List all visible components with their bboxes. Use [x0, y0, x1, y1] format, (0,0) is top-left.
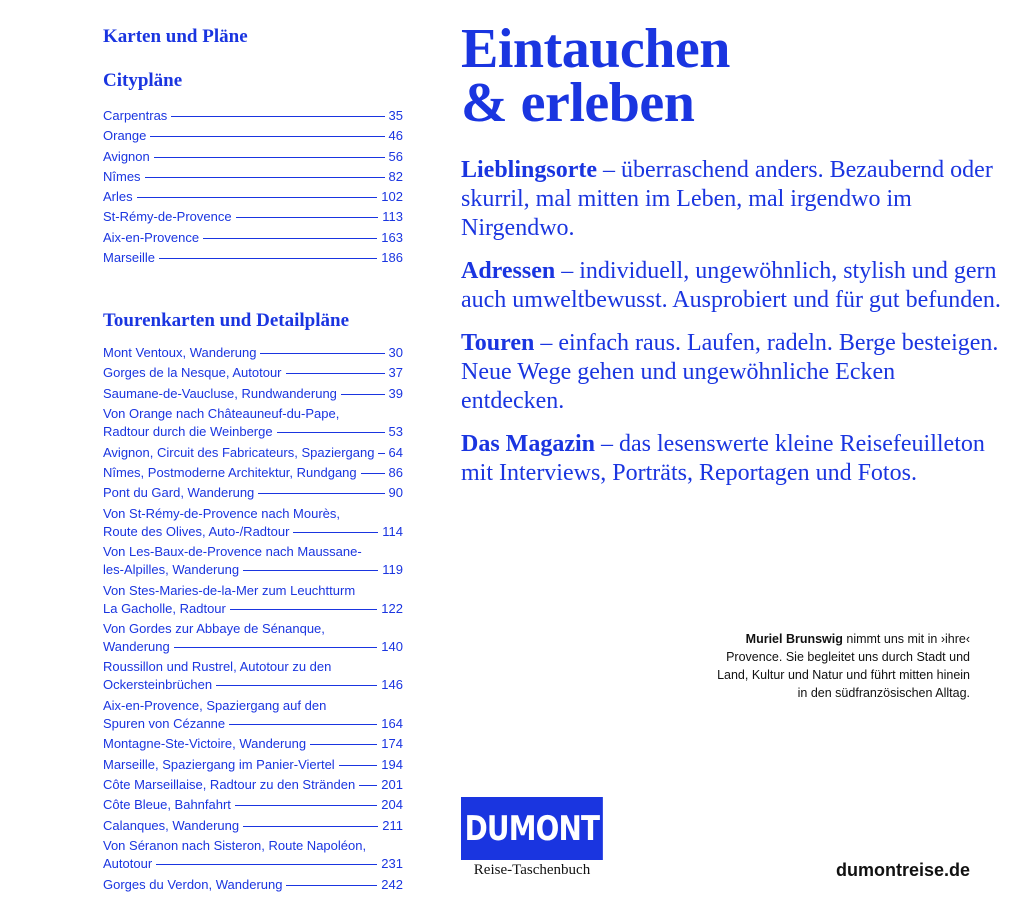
tour-toc-entry — [103, 756, 403, 774]
toc-entry-name: Ockersteinbrüchen — [103, 677, 213, 693]
tour-toc-row — [103, 715, 403, 733]
city-toc-row — [103, 127, 403, 145]
tour-toc-entry — [103, 620, 403, 656]
toc-entry-page: 242 — [381, 876, 403, 892]
leader-line — [230, 609, 377, 610]
toc-entry-line-1: Von Stes-Maries-de-la-Mer zum Leuchtturm — [103, 582, 356, 598]
tour-toc-row — [103, 855, 403, 873]
toc-entry-name: Autotour — [103, 856, 153, 872]
city-toc-row — [103, 229, 403, 247]
tour-toc-row — [103, 735, 403, 753]
toc-entry-name: Marseille — [103, 250, 156, 266]
city-toc-row — [103, 107, 403, 125]
intro-column — [461, 18, 1001, 502]
feature-paragraph — [461, 156, 1001, 243]
tour-toc-entry — [103, 837, 403, 873]
headline-line-1: Eintauchen — [461, 18, 730, 80]
leader-line — [174, 647, 378, 648]
city-toc-row — [103, 249, 403, 267]
tour-toc-row — [103, 796, 403, 814]
toc-entry-name: Radtour durch die Weinberge — [103, 424, 273, 440]
tour-toc-row — [103, 676, 403, 694]
leader-line — [154, 157, 385, 158]
feature-label: Touren — [461, 330, 535, 356]
toc-entry-page: 86 — [388, 465, 403, 481]
toc-entry-page: 35 — [388, 108, 403, 123]
leader-line — [243, 570, 378, 571]
tour-toc-entry — [103, 484, 403, 502]
toc-title: Karten und Pläne — [103, 26, 248, 47]
tour-toc-row — [103, 364, 403, 382]
leader-line — [137, 197, 378, 198]
toc-entry-page: 90 — [388, 485, 403, 501]
tour-toc-entry — [103, 697, 403, 733]
toc-entry-name: Mont Ventoux, Wanderung — [103, 345, 257, 361]
toc-entry-page: 30 — [388, 345, 403, 361]
tour-toc-row — [103, 484, 403, 502]
website-url[interactable]: dumontreise.de — [835, 860, 970, 880]
tour-toc-entry — [103, 364, 403, 382]
leader-line — [216, 685, 377, 686]
toc-entry-page: 46 — [388, 128, 403, 144]
tour-list — [103, 344, 403, 893]
toc-entry-page: 122 — [381, 600, 403, 616]
headline-line-2: & erleben — [461, 72, 695, 134]
toc-entry-page: 56 — [388, 148, 403, 164]
leader-line — [156, 864, 377, 865]
tour-toc-row — [103, 444, 403, 462]
toc-entry-name: Marseille, Spaziergang im Panier-Viertel — [103, 756, 335, 772]
toc-entry-page: 82 — [388, 168, 403, 184]
toc-entry-page: 113 — [382, 209, 403, 225]
toc-entry-page: 164 — [381, 715, 403, 731]
toc-entry-page: 194 — [381, 756, 403, 772]
toc-entry-name: les-Alpilles, Wanderung — [103, 562, 240, 578]
tour-section-title: Tourenkarten und Detailpläne — [103, 310, 349, 332]
toc-entry-name: La Gacholle, Radtour — [103, 600, 226, 616]
tour-toc-entry — [103, 444, 403, 462]
leader-line — [286, 885, 377, 886]
leader-line — [310, 744, 377, 745]
toc-entry-line-1: Aix-en-Provence, Spaziergang auf den — [103, 697, 327, 713]
tour-toc-row — [103, 523, 403, 541]
toc-entry-page: 53 — [388, 424, 403, 440]
toc-entry-page: 39 — [388, 385, 403, 401]
tour-toc-row — [103, 464, 403, 482]
leader-line — [339, 765, 378, 766]
toc-entry-name: Pont du Gard, Wanderung — [103, 485, 255, 501]
tour-toc-entry — [103, 735, 403, 753]
leader-line — [236, 217, 379, 218]
tour-toc-row — [103, 385, 403, 403]
toc-entry-name: Carpentras — [103, 108, 168, 123]
tour-toc-entry — [103, 796, 403, 814]
toc-column — [103, 24, 403, 896]
toc-entry-line-1: Roussillon und Rustrel, Autotour zu den — [103, 659, 332, 675]
toc-entry-name: Arles — [103, 189, 133, 205]
logo-tagline: Reise-Taschenbuch — [473, 862, 591, 878]
tour-toc-row — [103, 776, 403, 794]
feature-label: Das Magazin — [461, 431, 595, 457]
feature-text: – das lesenswerte kleine Reisefeuilleton mit Interviews, Porträts, Reportagen und Fotos. — [461, 431, 985, 486]
tour-toc-row — [103, 600, 403, 618]
toc-entry-name: Wanderung — [103, 638, 170, 654]
toc-entry-page: 64 — [388, 444, 403, 460]
toc-entry-line-1: Von Orange nach Châteauneuf-du-Pape, — [103, 406, 340, 422]
tour-toc-row — [103, 561, 403, 579]
leader-line — [341, 394, 385, 395]
city-toc-row — [103, 188, 403, 206]
leader-line — [286, 373, 385, 374]
headline — [461, 18, 1001, 134]
leader-line — [260, 353, 384, 354]
leader-line — [145, 177, 385, 178]
leader-line — [378, 453, 384, 454]
toc-entry-page: 163 — [381, 229, 403, 245]
toc-entry-name: Route des Olives, Auto-/Radtour — [103, 523, 290, 539]
leader-line — [359, 785, 377, 786]
tour-toc-row — [103, 756, 403, 774]
toc-entry-name: Nîmes — [103, 168, 141, 184]
toc-entry-line-1: Von Gordes zur Abbaye de Sénanque, — [103, 620, 325, 636]
toc-entry-line-1: Von St-Rémy-de-Provence nach Mourès, — [103, 505, 340, 521]
logo-box — [461, 797, 603, 860]
toc-entry-name: Avignon, Circuit des Fabricateurs, Spaziergang — [103, 444, 375, 460]
tour-toc-row — [103, 423, 403, 441]
tour-toc-entry — [103, 405, 403, 441]
toc-entry-name: Gorges de la Nesque, Autotour — [103, 365, 282, 381]
feature-list — [461, 156, 1001, 488]
leader-line — [293, 532, 378, 533]
tour-toc-entry — [103, 385, 403, 403]
tour-toc-entry — [103, 543, 403, 579]
toc-entry-page: 201 — [381, 776, 403, 792]
tour-toc-row — [103, 344, 403, 362]
tour-toc-entry — [103, 505, 403, 541]
feature-text: – überraschend anders. Bezaubernd oder skurril, mal mitten im Leben, mal irgendwo im Nirgendwo. — [461, 157, 993, 241]
tour-toc-entry — [103, 344, 403, 362]
feature-paragraph — [461, 257, 1001, 315]
tour-toc-row — [103, 638, 403, 656]
toc-entry-name: Orange — [103, 128, 147, 144]
toc-entry-page: 174 — [381, 736, 403, 752]
dumont-logo — [461, 797, 603, 879]
tour-toc-row — [103, 876, 403, 894]
toc-entry-name: Calanques, Wanderung — [103, 817, 240, 833]
toc-entry-page: 204 — [381, 797, 403, 813]
tour-toc-entry — [103, 776, 403, 794]
leader-line — [229, 724, 377, 725]
toc-entry-page: 140 — [381, 638, 403, 654]
toc-entry-page: 186 — [381, 250, 403, 266]
toc-entry-page: 37 — [388, 365, 403, 381]
tour-toc-entry — [103, 658, 403, 694]
city-toc-row — [103, 168, 403, 186]
toc-entry-line-1: Von Les-Baux-de-Provence nach Maussane- — [103, 544, 362, 560]
leader-line — [243, 826, 378, 827]
feature-paragraph — [461, 430, 1001, 488]
toc-entry-name: Côte Marseillaise, Radtour zu den Stränden — [103, 776, 356, 792]
toc-entry-name: Gorges du Verdon, Wanderung — [103, 876, 283, 892]
toc-entry-page: 211 — [382, 817, 403, 833]
toc-entry-page: 231 — [381, 856, 403, 872]
leader-line — [361, 473, 385, 474]
toc-entry-name: Nîmes, Postmoderne Architektur, Rundgang — [103, 465, 357, 481]
leader-line — [235, 805, 377, 806]
leader-line — [277, 432, 385, 433]
toc-entry-name: Saumane-de-Vaucluse, Rundwanderung — [103, 385, 337, 401]
feature-label: Adressen — [461, 258, 556, 284]
tour-toc-entry — [103, 817, 403, 835]
feature-text: – individuell, ungewöhnlich, stylish und gern auch umweltbewusst. Ausprobiert und für gut befunden. — [461, 258, 1001, 313]
city-toc-row — [103, 148, 403, 166]
leader-line — [159, 258, 377, 259]
city-list — [103, 107, 403, 267]
author-blurb — [710, 630, 970, 702]
leader-line — [203, 238, 377, 239]
toc-entry-page: 102 — [381, 189, 403, 205]
leader-line — [258, 493, 384, 494]
toc-entry-page: 119 — [382, 562, 403, 578]
toc-entry-name: St-Rémy-de-Provence — [103, 209, 232, 225]
tour-toc-entry — [103, 582, 403, 618]
tour-toc-entry — [103, 464, 403, 482]
feature-text: – einfach raus. Laufen, radeln. Berge besteigen. Neue Wege gehen und ungewöhnliche Ecken entdecken. — [461, 330, 999, 414]
tour-toc-row — [103, 817, 403, 835]
leader-line — [171, 116, 384, 117]
toc-entry-page: 146 — [381, 677, 403, 693]
toc-entry-page: 114 — [382, 523, 403, 539]
toc-entry-name: Aix-en-Provence — [103, 229, 200, 245]
toc-entry-name: Montagne-Ste-Victoire, Wanderung — [103, 736, 307, 752]
tour-toc-entry — [103, 876, 403, 894]
toc-entry-line-1: Von Séranon nach Sisteron, Route Napoléon, — [103, 838, 367, 854]
city-section-title: Citypläne — [103, 70, 183, 91]
city-toc-row — [103, 208, 403, 226]
toc-entry-name: Avignon — [103, 148, 150, 164]
logo-brand: DUMONT — [464, 808, 600, 849]
author-text: nimmt uns mit in ›ihre‹ Provence. Sie begleitet uns durch Stadt und Land, Kultur und Natur und führt mitten hinein in den südfranzösischen Alltag. — [717, 632, 970, 700]
author-name: Muriel Brunswig — [745, 632, 843, 646]
feature-label: Lieblingsorte — [461, 157, 597, 183]
toc-entry-name: Spuren von Cézanne — [103, 715, 226, 731]
toc-entry-name: Côte Bleue, Bahnfahrt — [103, 797, 231, 813]
feature-paragraph — [461, 329, 1001, 416]
leader-line — [150, 136, 384, 137]
